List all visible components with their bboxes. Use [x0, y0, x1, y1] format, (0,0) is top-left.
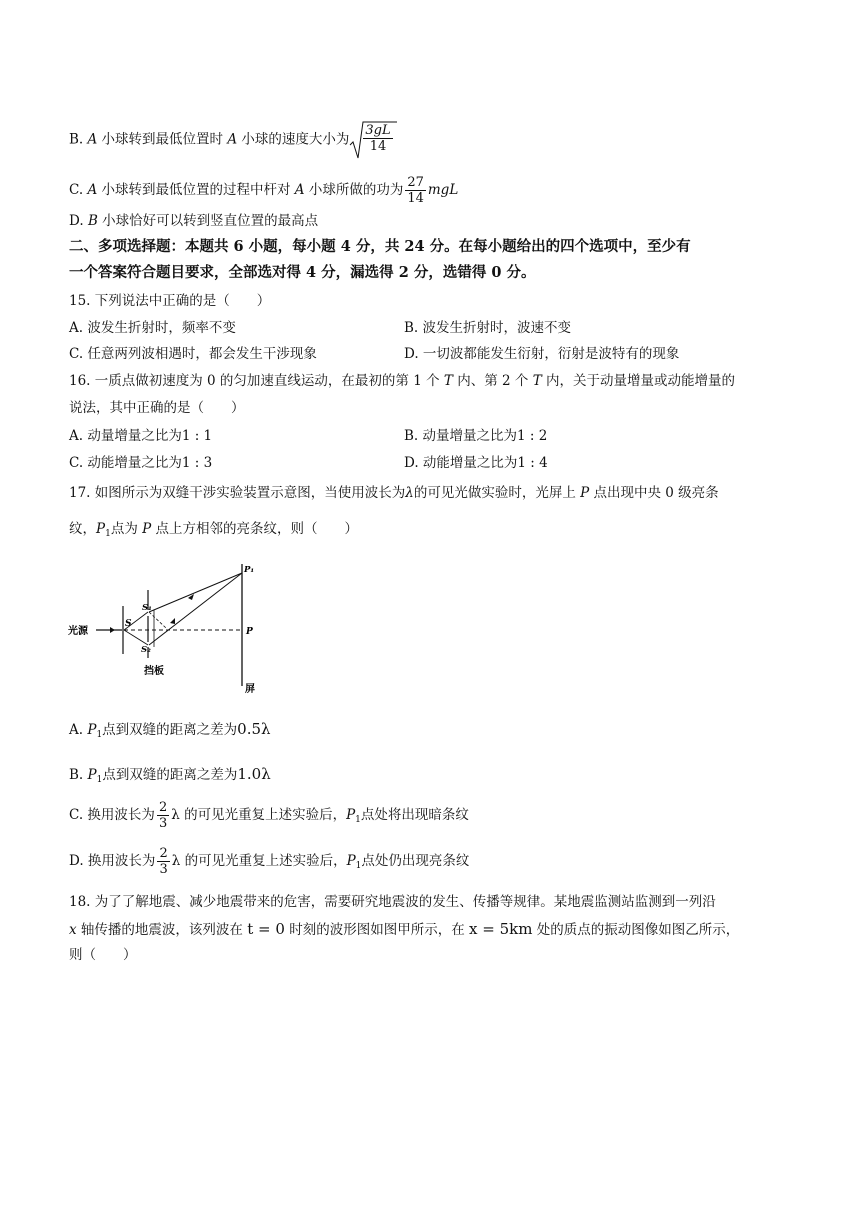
text: 小球转到最低位置时: [97, 131, 228, 148]
label-s1: S₁: [142, 603, 152, 613]
q15-option-c: C. 任意两列波相遇时，都会发生干涉现象: [69, 346, 317, 362]
q15-option-a: A. 波发生折射时，频率不变: [69, 320, 236, 336]
option-label: A.: [69, 722, 88, 738]
var-a: A: [87, 131, 98, 148]
text: 小球恰好可以转到竖直位置的最高点: [97, 213, 319, 229]
q17-stem-line1: [69, 484, 719, 502]
var-t: T: [443, 373, 453, 389]
fraction-numerator: 2: [159, 846, 168, 861]
text: λ 的可见光重复上述实验后，: [171, 853, 347, 869]
q14-option-d: [69, 212, 318, 230]
var-p: P: [96, 521, 106, 537]
text: 点为: [110, 521, 143, 537]
q15-option-d: D. 一切波都能发生衍射，衍射是波特有的现象: [404, 346, 680, 362]
q14-option-c: [69, 175, 458, 206]
text: 点处将出现暗条纹: [360, 807, 469, 823]
subscript: 1: [355, 861, 362, 871]
text: 轴传播的地震波，该列波在: [76, 922, 248, 938]
var-p: P: [142, 521, 152, 537]
q16-option-b: B. 动量增量之比为1 : 2: [404, 428, 548, 444]
text: 的可见光做实验时，光屏上: [413, 485, 581, 501]
option-label: B.: [69, 767, 88, 783]
baffle-label: 挡板: [144, 666, 164, 677]
value: 0.5λ: [237, 720, 271, 738]
q14-option-b: [69, 120, 397, 160]
arrow-icon: [170, 618, 175, 624]
section-heading-line1: 二、多项选择题：本题共 6 小题，每小题 4 分，共 24 分。在每小题给出的四个选项中，至少有: [69, 238, 691, 255]
q16-stem-line2: 说法，其中正确的是（ ）: [69, 400, 245, 416]
label-s: S: [125, 619, 132, 629]
dashed-ray: [149, 612, 166, 628]
ray-s1-p1: [149, 573, 242, 612]
screen-label: 屏: [245, 684, 255, 695]
expression-mgl: mgL: [427, 182, 459, 198]
var-p: P: [87, 767, 97, 783]
fraction-denominator: 3: [159, 862, 168, 877]
fraction-denominator: 14: [363, 138, 392, 154]
sqrt-expression: [349, 120, 397, 160]
option-label: D. 换用波长为: [69, 853, 156, 869]
label-s2: S₂: [141, 645, 151, 655]
text: 点上方相邻的亮条纹，则（ ）: [151, 521, 359, 537]
text: 小球转到最低位置的过程中杆对: [97, 182, 295, 198]
var-p: P: [87, 722, 97, 738]
text: λ 的可见光重复上述实验后，: [171, 807, 347, 823]
q16-option-a: A. 动量增量之比为1 : 1: [69, 428, 213, 444]
text: 小球的速度大小为: [237, 131, 350, 148]
label-p1: P₁: [244, 565, 255, 575]
fraction-denominator: 14: [407, 191, 424, 206]
ray-s2-p1: [149, 573, 242, 645]
var-a: A: [294, 182, 305, 198]
q16-stem-line1: [69, 372, 735, 390]
expression: t = 0: [247, 920, 285, 938]
fraction-numerator: 27: [407, 175, 424, 190]
option-label: D.: [69, 213, 88, 229]
text: 点处仍出现亮条纹: [361, 853, 470, 869]
subscript: 1: [96, 775, 103, 785]
text: 点到双缝的距离之差为: [102, 722, 238, 738]
q18-stem-line2: [69, 920, 739, 939]
fraction-denominator: 3: [158, 816, 168, 831]
q15-option-b: B. 波发生折射时，波速不变: [404, 320, 572, 336]
option-label: B.: [69, 131, 88, 148]
subscript: 1: [96, 730, 103, 740]
q17-option-a: [69, 720, 271, 744]
option-label: C. 换用波长为: [69, 807, 155, 823]
q18-stem-line3: 则（ ）: [69, 947, 137, 963]
text: 处的质点的振动图像如图乙所示，: [532, 922, 740, 938]
text: 小球所做的功为: [304, 182, 404, 198]
expression: x = 5km: [469, 920, 533, 938]
var-p: P: [580, 485, 590, 501]
fraction: [157, 800, 169, 831]
q18-stem-line1: 18. 为了了解地震、减少地震带来的危害，需要研究地震波的发生、传播等规律。某地震监测站监测到一列沿: [69, 894, 716, 910]
text: 内、第 2 个: [452, 373, 533, 389]
q17-stem-line2: [69, 520, 358, 543]
subscript: 1: [355, 815, 361, 825]
text: 点到双缝的距离之差为: [102, 767, 238, 783]
var-p: P: [346, 853, 356, 869]
var-x: x: [69, 922, 77, 938]
text: 内，关于动量增量或动能增量的: [541, 373, 735, 389]
fraction-numerator: 2: [158, 800, 168, 815]
fraction: [157, 846, 169, 877]
q17-option-d: [69, 846, 469, 877]
q17-option-b: [69, 765, 271, 789]
text: 16. 一质点做初速度为 0 的匀加速直线运动，在最初的第 1 个: [69, 373, 444, 389]
section-heading-line2: 一个答案符合题目要求，全部选对得 4 分，漏选得 2 分，选错得 0 分。: [69, 264, 536, 281]
text: 时刻的波形图如图甲所示，在: [284, 922, 469, 938]
var-b: B: [87, 213, 98, 229]
text: 纹，: [69, 521, 96, 537]
fraction: [405, 175, 426, 206]
double-slit-diagram: [66, 556, 276, 698]
fraction-numerator: 3gL: [365, 123, 391, 138]
text: 点出现中央 0 级亮条: [589, 485, 719, 501]
var-a: A: [87, 182, 98, 198]
label-p: P: [246, 627, 253, 637]
option-label: C.: [69, 182, 88, 198]
lambda-symbol: λ: [405, 485, 414, 501]
source-label: 光源: [68, 626, 88, 637]
arrow-icon: [110, 627, 115, 633]
ray: [124, 630, 148, 645]
var-a: A: [227, 131, 238, 148]
text: 17. 如图所示为双缝干涉实验装置示意图，当使用波长为: [69, 485, 406, 501]
var-p: P: [346, 807, 356, 823]
subscript: 1: [105, 529, 111, 539]
q16-option-d: D. 动能增量之比为1 : 4: [404, 455, 548, 471]
value: 1.0λ: [237, 765, 271, 783]
q15-stem: 15. 下列说法中正确的是（ ）: [69, 293, 271, 309]
q16-option-c: C. 动能增量之比为1 : 3: [69, 455, 213, 471]
q17-option-c: [69, 800, 469, 831]
var-t: T: [532, 373, 542, 389]
